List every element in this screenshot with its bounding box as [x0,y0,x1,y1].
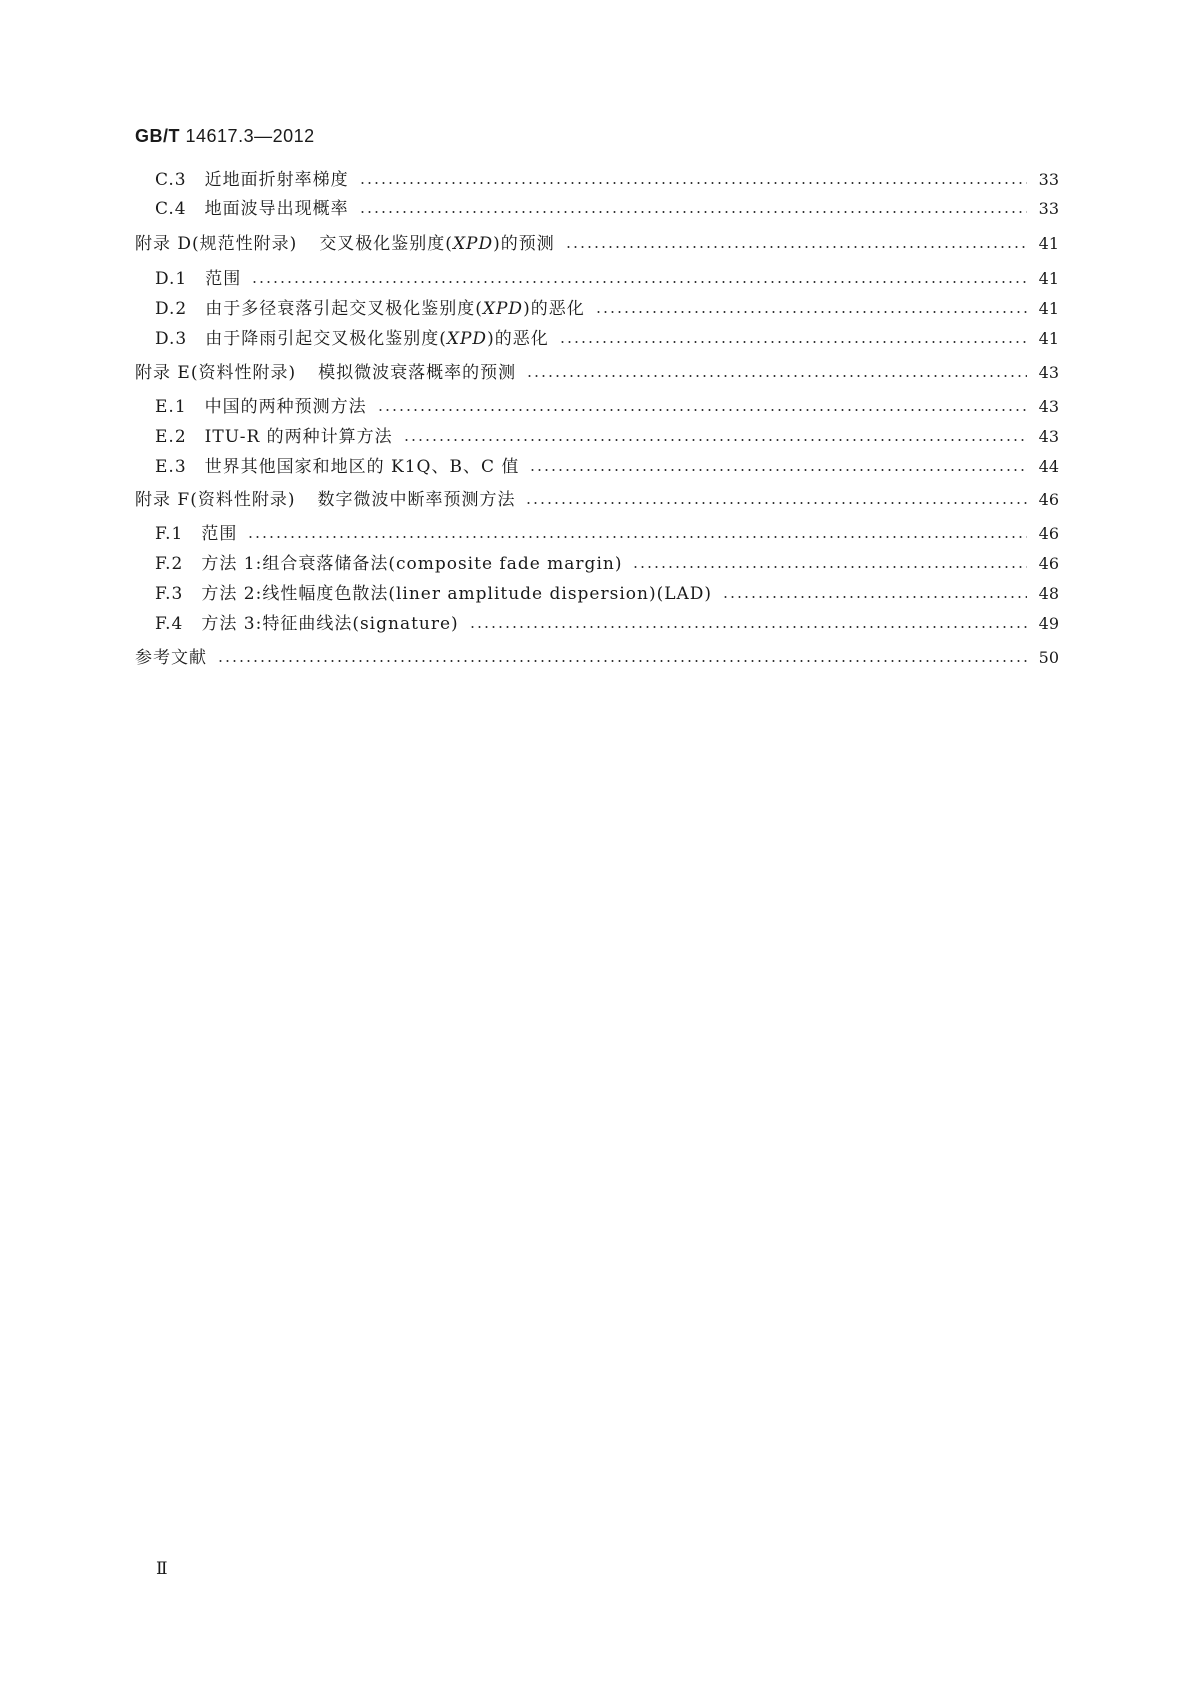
toc-entry-title: 范围 [201,524,238,544]
toc-entry-number: F.3 [155,584,184,604]
toc-entry-page: 49 [1038,614,1059,633]
toc-entry-page: 43 [1038,397,1059,416]
toc-entry-title: 方法 3:特征曲线法(signature) [201,614,459,634]
dot-leader [559,340,1027,344]
toc-entry-title: 模拟微波衰落概率的预测 [318,363,517,383]
toc-entry-title: 数字微波中断率预测方法 [317,490,516,510]
dot-leader [526,374,1027,378]
standard-prefix: GB/T [135,126,180,146]
toc-entry-title: 中国的两种预测方法 [204,397,367,417]
dot-leader [251,280,1027,284]
dot-leader [565,245,1027,249]
toc-entry-page: 48 [1038,584,1059,603]
toc-entry-e2[interactable] [135,425,1059,449]
toc-entry-page: 43 [1038,427,1059,446]
toc-entry-category: (资料性附录) [190,490,296,510]
toc-entry-page: 44 [1038,457,1059,476]
toc-entry-page: 33 [1038,170,1059,189]
toc-entry-category: (资料性附录) [190,363,297,383]
dot-leader [529,468,1027,472]
toc-entry-number: C.4 [155,199,187,219]
toc-entry-d1[interactable] [135,267,1059,291]
toc-entry-title: 近地面折射率梯度 [204,170,349,190]
toc-entry-number: E.1 [155,397,187,417]
dot-leader [722,595,1027,599]
toc-entry-number: 附录 E [135,363,191,383]
toc-entry-number: F.4 [155,614,184,634]
toc-entry-e3[interactable] [135,455,1059,479]
dot-leader [217,659,1027,663]
dot-leader [632,565,1027,569]
toc-entry-page: 43 [1038,363,1059,382]
toc-entry-title: 交叉极化鉴别度(XPD)的预测 [319,234,555,254]
toc-entry-title: ITU-R 的两种计算方法 [204,427,393,447]
toc-entry-category: (规范性附录) [192,234,298,254]
toc-entry-title: 方法 2:线性幅度色散法(liner amplitude dispersion)(LAD) [201,584,713,604]
toc-entry-number: 附录 F [135,490,191,510]
dot-leader [247,535,1027,539]
toc-entry-page: 50 [1038,648,1059,667]
dot-leader [359,210,1027,214]
toc-entry-number: D.3 [155,329,188,349]
dot-leader [469,625,1027,629]
dot-leader [359,181,1027,185]
toc-entry-page: 46 [1038,490,1059,509]
dot-leader [595,310,1027,314]
toc-entry-f3[interactable] [135,582,1059,606]
toc-entry-d2[interactable] [135,297,1059,321]
toc-entry-c4[interactable] [135,197,1059,221]
toc-entry-f1[interactable] [135,522,1059,546]
toc-entry-references[interactable] [135,646,1059,670]
dot-leader [525,501,1027,505]
toc-entry-number: E.2 [155,427,187,447]
toc-entry-page: 46 [1038,524,1059,543]
dot-leader [403,438,1027,442]
toc-entry-c3[interactable] [135,168,1059,192]
toc-entry-page: 41 [1038,329,1059,348]
toc-entry-number: F.2 [155,554,184,574]
toc-entry-f2[interactable] [135,552,1059,576]
toc-entry-e1[interactable] [135,395,1059,419]
toc-entry-appendix-e[interactable] [135,361,1059,385]
toc-entry-title: 世界其他国家和地区的 K1Q、B、C 值 [204,457,520,477]
toc-entry-appendix-d[interactable] [135,232,1059,256]
toc-entry-number: D.1 [155,269,188,289]
standard-header [135,126,315,147]
dot-leader [377,408,1027,412]
page-number: Ⅱ [156,1559,168,1579]
toc-entry-title: 范围 [205,269,242,289]
toc-entry-page: 46 [1038,554,1059,573]
toc-entry-title: 地面波导出现概率 [204,199,349,219]
toc-entry-page: 41 [1038,299,1059,318]
toc-entry-page: 33 [1038,199,1059,218]
toc-entry-title: 参考文献 [135,648,207,668]
toc-entry-number: E.3 [155,457,187,477]
toc-entry-number: C.3 [155,170,187,190]
toc-entry-number: F.1 [155,524,184,544]
standard-number: 14617.3—2012 [185,126,315,146]
toc-entry-number: D.2 [155,299,188,319]
toc-entry-page: 41 [1038,269,1059,288]
toc-entry-page: 41 [1038,234,1059,253]
toc-entry-appendix-f[interactable] [135,488,1059,512]
toc-entry-d3[interactable] [135,327,1059,351]
toc-entry-f4[interactable] [135,612,1059,636]
toc-entry-number: 附录 D [135,234,193,254]
toc-entry-title: 由于多径衰落引起交叉极化鉴别度(XPD)的恶化 [205,299,585,319]
toc-entry-title: 方法 1:组合衰落储备法(composite fade margin) [201,554,623,574]
toc-entry-title: 由于降雨引起交叉极化鉴别度(XPD)的恶化 [205,329,549,349]
